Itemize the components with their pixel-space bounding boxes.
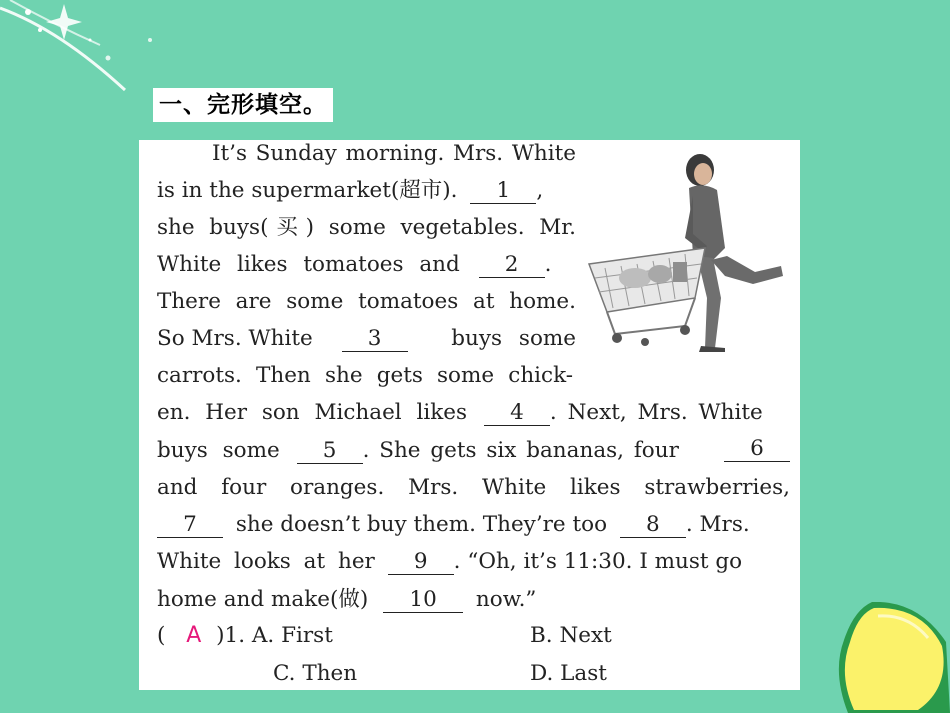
passage-line: and four oranges. Mrs. White likes strawberries, — [157, 475, 790, 500]
section-heading: 一、完形填空。 — [153, 88, 333, 122]
passage-line: carrots. Then she gets some chick- — [157, 363, 573, 388]
passage-line: buys some 5 . She gets six bananas, four 6 — [157, 437, 790, 465]
passage-line: White looks at her 9 . “Oh, it’s 11:30. I must go — [157, 549, 743, 574]
blank-5: 5 — [297, 439, 363, 464]
question-1: ( A )1. A. First — [157, 623, 333, 648]
passage-line: It’s Sunday morning. Mrs. White — [212, 141, 576, 166]
blank-9: 9 — [388, 550, 454, 575]
blank-2: 2 — [479, 253, 545, 278]
answer-mark: A — [186, 623, 202, 648]
option-c: C. Then — [273, 661, 358, 686]
passage-line: home and make(做) 10 now.” — [157, 587, 537, 612]
blank-1: 1 — [470, 179, 536, 204]
blank-10: 10 — [383, 588, 463, 613]
passage-line: So Mrs. White 3 buys some — [157, 326, 576, 351]
passage-line: 7 she doesn’t buy them. They’re too 8 . Mrs. — [157, 511, 790, 539]
lemon-decoration — [838, 602, 950, 713]
option-b: B. Next — [530, 623, 612, 648]
woman-with-cart-image — [585, 148, 795, 358]
blank-4: 4 — [484, 401, 550, 426]
passage-line: en. Her son Michael likes 4 . Next, Mrs. White — [157, 400, 763, 425]
blank-3: 3 — [342, 327, 408, 352]
option-d: D. Last — [530, 661, 607, 686]
passage-line: There are some tomatoes at home. — [157, 289, 576, 314]
option-a: A. First — [251, 623, 333, 648]
blank-8: 8 — [620, 513, 686, 538]
blank-7: 7 — [157, 513, 223, 538]
passage-line: is in the supermarket(超市). 1 , — [157, 178, 544, 203]
blank-6: 6 — [724, 437, 790, 462]
passage-line: she buys(买) some vegetables. Mr. — [157, 215, 576, 240]
passage-line: White likes tomatoes and 2 . — [157, 252, 552, 277]
